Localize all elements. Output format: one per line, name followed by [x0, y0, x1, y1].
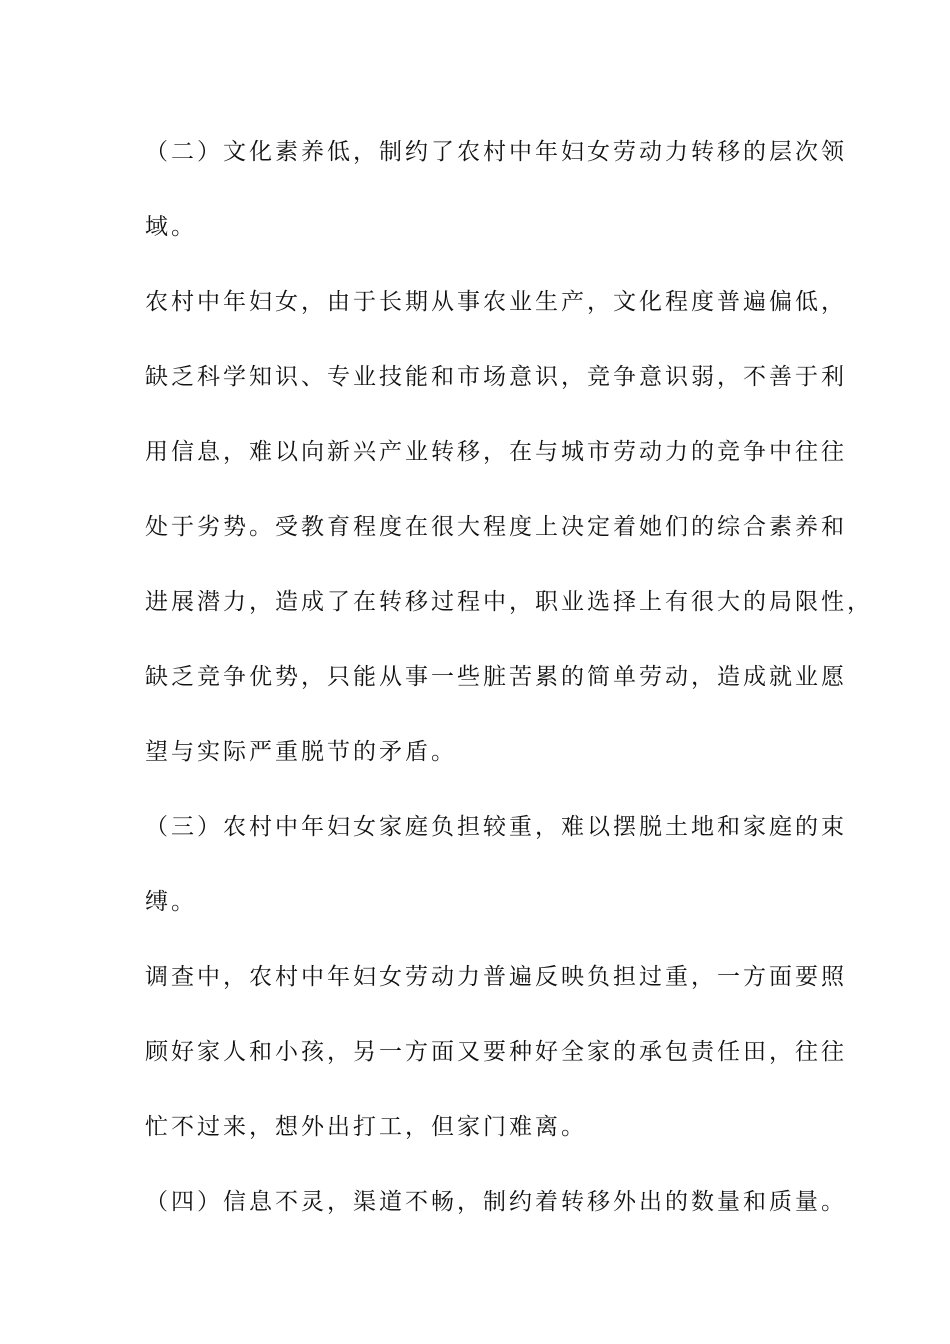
heading-section-2-line-1: （二）文化素养低，制约了农村中年妇女劳动力转移的层次领 — [145, 139, 847, 165]
paragraph-line: 缺乏科学知识、专业技能和市场意识，竞争意识弱，不善于利 — [145, 364, 847, 390]
paragraph-line: 望与实际严重脱节的矛盾。 — [145, 739, 457, 765]
paragraph-line: 进展潜力，造成了在转移过程中，职业选择上有很大的局限性， — [145, 589, 873, 615]
paragraph-line: 处于劣势。受教育程度在很大程度上决定着她们的综合素养和 — [145, 514, 847, 540]
heading-section-4: （四）信息不灵，渠道不畅，制约着转移外出的数量和质量。 — [145, 1189, 847, 1215]
paragraph-line: 用信息，难以向新兴产业转移，在与城市劳动力的竞争中往往 — [145, 439, 847, 465]
heading-section-3-line-1: （三）农村中年妇女家庭负担较重，难以摆脱土地和家庭的束 — [145, 814, 847, 840]
paragraph-line: 缺乏竞争优势，只能从事一些脏苦累的简单劳动，造成就业愿 — [145, 664, 847, 690]
paragraph-line: 农村中年妇女，由于长期从事农业生产，文化程度普遍偏低， — [145, 289, 847, 315]
paragraph-line: 顾好家人和小孩，另一方面又要种好全家的承包责任田，往往 — [145, 1039, 847, 1065]
heading-section-2-line-2: 域。 — [145, 214, 197, 240]
paragraph-line: 忙不过来，想外出打工，但家门难离。 — [145, 1114, 587, 1140]
paragraph-line: 调查中，农村中年妇女劳动力普遍反映负担过重，一方面要照 — [145, 964, 847, 990]
heading-section-3-line-2: 缚。 — [145, 889, 197, 915]
